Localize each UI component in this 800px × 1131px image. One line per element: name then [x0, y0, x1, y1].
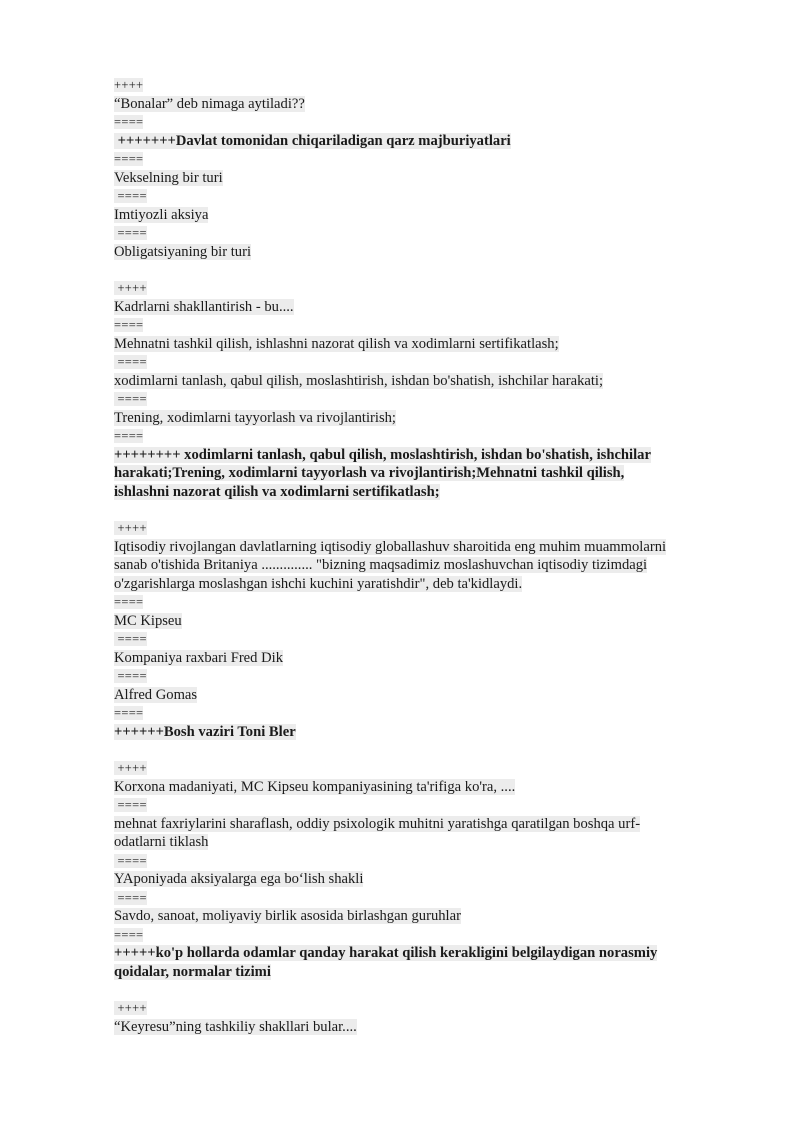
text-line: mehnat faxriylarini sharaflash, oddiy psixologik muhitni yaratishga qaratilgan boshqa urf-	[114, 815, 641, 832]
blank-line	[114, 741, 734, 759]
document-line	[114, 944, 734, 963]
separator-marker: ====	[114, 632, 147, 646]
document-line	[114, 372, 734, 391]
document-line	[114, 76, 734, 95]
separator-marker: ====	[114, 706, 144, 720]
correct-answer-text: +++++ko'p hollarda odamlar qanday harakat qilish kerakligini belgilaydigan norasmiy	[114, 945, 658, 961]
document-line	[114, 279, 734, 298]
document-line	[114, 889, 734, 908]
text-line: Korxona madaniyati, MC Kipseu kompaniyasining ta'rifiga ko'ra, ....	[114, 778, 516, 795]
text-line: Kadrlarni shakllantirish - bu....	[114, 298, 294, 315]
document-line	[114, 778, 734, 797]
text-line: Iqtisodiy rivojlangan davlatlarning iqtisodiy globallashuv sharoitida eng muhim muammolarni	[114, 538, 667, 555]
text-line: o'zgarishlarga moslashgan ishchi kuchini yaratishdir", deb ta'kidlaydi.	[114, 575, 523, 592]
text-line: Mehnatni tashkil qilish, ishlashni nazorat qilish va xodimlarni sertifikatlash;	[114, 335, 559, 352]
blank-line	[114, 261, 734, 279]
document-line	[114, 95, 734, 114]
correct-answer-text: ++++++++ xodimlarni tanlash, qabul qilish, moslashtirish, ishdan bo'shatish, ishchilar	[114, 446, 651, 463]
separator-marker: ====	[114, 392, 147, 406]
document-line	[114, 390, 734, 409]
document-line	[114, 575, 734, 594]
separator-marker: ====	[114, 853, 147, 868]
document-line	[114, 353, 734, 372]
separator-marker: ====	[114, 927, 144, 942]
text-line: Vekselning bir turi	[114, 169, 223, 186]
text-line: Trening, xodimlarni tayyorlash va rivojlantirish;	[114, 409, 396, 426]
document-line	[114, 870, 734, 889]
separator-marker: ++++	[114, 78, 144, 92]
document-line	[114, 815, 734, 834]
separator-marker: ====	[114, 429, 144, 443]
document-line	[114, 612, 734, 631]
document-page	[114, 76, 734, 1036]
text-line: MC Kipseu	[114, 612, 182, 629]
document-line	[114, 667, 734, 686]
document-line	[114, 556, 734, 575]
document-line	[114, 113, 734, 132]
document-line	[114, 686, 734, 705]
document-line	[114, 335, 734, 354]
separator-marker: ====	[114, 189, 147, 203]
correct-answer-text: qoidalar, normalar tizimi	[114, 963, 271, 980]
document-line	[114, 464, 734, 483]
text-line: xodimlarni tanlash, qabul qilish, moslashtirish, ishdan bo'shatish, ishchilar harakati;	[114, 372, 604, 389]
document-line	[114, 446, 734, 465]
document-line	[114, 1018, 734, 1037]
document-line	[114, 427, 734, 446]
text-line: Kompaniya raxbari Fred Dik	[114, 649, 283, 666]
document-line	[114, 206, 734, 225]
document-line	[114, 519, 734, 538]
correct-answer-text: ++++++Bosh vaziri Toni Bler	[114, 723, 296, 740]
document-line	[114, 907, 734, 926]
document-line	[114, 132, 734, 151]
document-line	[114, 723, 734, 742]
document-line	[114, 704, 734, 723]
document-line	[114, 796, 734, 815]
document-line	[114, 963, 734, 982]
separator-marker: ====	[114, 669, 147, 683]
text-line: Savdo, sanoat, moliyaviy birlik asosida birlashgan guruhlar	[114, 908, 461, 924]
document-line	[114, 316, 734, 335]
text-line: “Keyresu”ning tashkiliy shakllari bular....	[114, 1018, 357, 1035]
text-line: “Bonalar” deb nimaga aytiladi??	[114, 95, 305, 112]
document-line	[114, 409, 734, 428]
correct-answer-text: harakati;Trening, xodimlarni tayyorlash va rivojlantirish;Mehnatni tashkil qilish,	[114, 465, 625, 481]
document-line	[114, 150, 734, 169]
separator-marker: ====	[114, 798, 147, 812]
document-line	[114, 999, 734, 1018]
document-line	[114, 852, 734, 871]
correct-answer-text: ishlashni nazorat qilish va xodimlarni sertifikatlash;	[114, 483, 440, 500]
text-line: Alfred Gomas	[114, 686, 198, 703]
separator-marker: ++++	[114, 281, 147, 295]
separator-marker: ====	[114, 152, 144, 166]
document-line	[114, 169, 734, 188]
separator-marker: ====	[114, 595, 144, 609]
document-line	[114, 298, 734, 317]
separator-marker: ++++	[114, 521, 147, 535]
document-line	[114, 243, 734, 262]
separator-marker: ++++	[114, 1001, 147, 1015]
text-line: sanab o'tishida Britaniya .............. "bizning maqsadimiz moslashuvchan iqtisodiy tizimdagi	[114, 557, 648, 573]
separator-marker: ++++	[114, 761, 147, 775]
blank-line	[114, 981, 734, 999]
text-line: Imtiyozli aksiya	[114, 206, 209, 223]
document-line	[114, 833, 734, 852]
document-line	[114, 759, 734, 778]
document-line	[114, 224, 734, 243]
text-line: Obligatsiyaning bir turi	[114, 243, 252, 260]
separator-marker: ====	[114, 226, 147, 240]
text-line: odatlarni tiklash	[114, 834, 209, 850]
document-line	[114, 593, 734, 612]
document-line	[114, 926, 734, 945]
document-line	[114, 187, 734, 206]
separator-marker: ====	[114, 890, 147, 905]
document-line	[114, 630, 734, 649]
separator-marker: ====	[114, 115, 144, 129]
separator-marker: ====	[114, 318, 144, 332]
document-line	[114, 649, 734, 668]
correct-answer-text: +++++++Davlat tomonidan chiqariladigan qarz majburiyatlari	[114, 132, 511, 149]
document-line	[114, 538, 734, 557]
blank-line	[114, 501, 734, 519]
text-line: YAponiyada aksiyalarga ega bo‘lish shakli	[114, 871, 364, 887]
document-line	[114, 483, 734, 502]
separator-marker: ====	[114, 355, 147, 369]
